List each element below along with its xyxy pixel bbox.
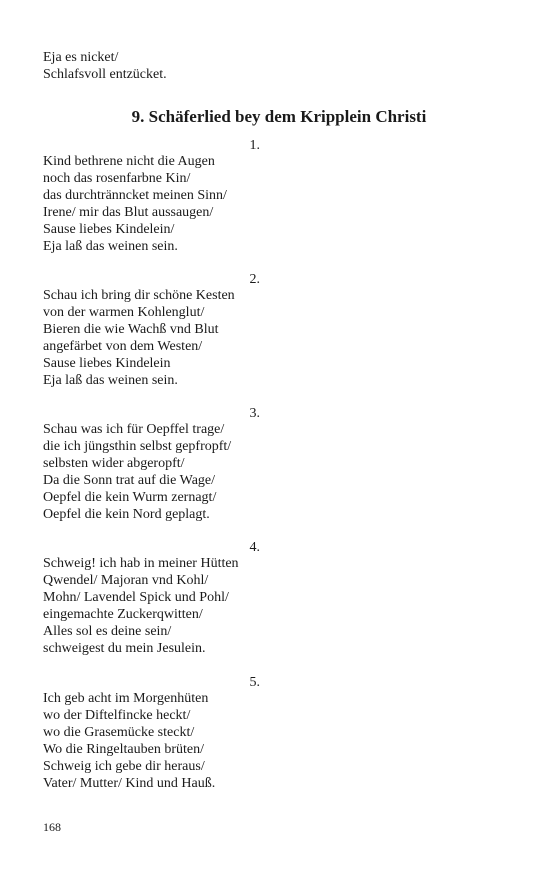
verse-line: Schweig! ich hab in meiner Hütten — [43, 556, 239, 571]
page-number: 168 — [43, 820, 61, 834]
stanza-number: 5. — [249, 675, 260, 690]
verse-line: noch das rosenfarbne Kin/ — [43, 170, 191, 186]
poem-title: 9. Schäferlied bey dem Kripplein Christi — [131, 107, 427, 126]
stanza-2 — [43, 271, 273, 389]
verse-line: Irene/ mir das Blut aussaugen/ — [43, 204, 214, 220]
verse-line: schweigest du mein Jesulein. — [43, 640, 206, 656]
verse-line: wo die Grasemücke steckt/ — [43, 724, 195, 740]
verse-line: Mohn/ Lavendel Spick und Pohl/ — [43, 589, 229, 605]
stanza-number: 2. — [249, 272, 260, 287]
verse-line: wo der Diftelfincke heckt/ — [43, 707, 191, 723]
stanza-number: 1. — [249, 138, 260, 153]
verse-line: Oepfel die kein Wurm zernagt/ — [43, 489, 217, 505]
stanza-1 — [43, 137, 273, 255]
verse-line: Eja laß das weinen sein. — [43, 238, 178, 254]
stanza-number: 4. — [249, 540, 260, 555]
verse-line: von der warmen Kohlenglut/ — [43, 304, 205, 320]
verse-line: Ich geb acht im Morgenhüten — [43, 691, 209, 706]
verse-line: Oepfel die kein Nord geplagt. — [43, 506, 210, 522]
verse-line: Vater/ Mutter/ Kind und Hauß. — [43, 775, 216, 791]
verse-line: Eja es nicket/ — [43, 50, 119, 65]
verse-line: Eja laß das weinen sein. — [43, 372, 178, 388]
verse-line: Schau ich bring dir schöne Kesten — [43, 288, 235, 303]
verse-line: Da die Sonn trat auf die Wage/ — [43, 472, 216, 488]
verse-line: Qwendel/ Majoran vnd Kohl/ — [43, 572, 209, 588]
verse-line: Sause liebes Kindelein/ — [43, 221, 175, 237]
verse-line: Sause liebes Kindelein — [43, 355, 171, 371]
verse-line: Kind bethrene nicht die Augen — [43, 154, 215, 169]
verse-line: eingemachte Zuckerqwitten/ — [43, 606, 203, 622]
stanza-number: 3. — [249, 406, 260, 421]
stanza-4 — [43, 539, 273, 657]
verse-line: die ich jüngsthin selbst gepfropft/ — [43, 438, 232, 454]
verse-line: Bieren die wie Wachß vnd Blut — [43, 321, 219, 337]
stanza-5 — [43, 674, 273, 792]
verse-line: Alles sol es deine sein/ — [43, 623, 172, 639]
verse-line: das durchtränncket meinen Sinn/ — [43, 187, 227, 203]
verse-line: Wo die Ringeltauben brüten/ — [43, 741, 204, 757]
verse-line: selbsten wider abgeropft/ — [43, 455, 185, 471]
verse-line: Schau was ich für Oepffel trage/ — [43, 422, 225, 437]
intro-verse — [43, 50, 273, 84]
verse-line: angefärbet von dem Westen/ — [43, 338, 203, 354]
verse-line: Schweig ich gebe dir heraus/ — [43, 758, 205, 774]
verse-line: Schlafsvoll entzücket. — [43, 66, 167, 82]
stanza-3 — [43, 405, 273, 523]
